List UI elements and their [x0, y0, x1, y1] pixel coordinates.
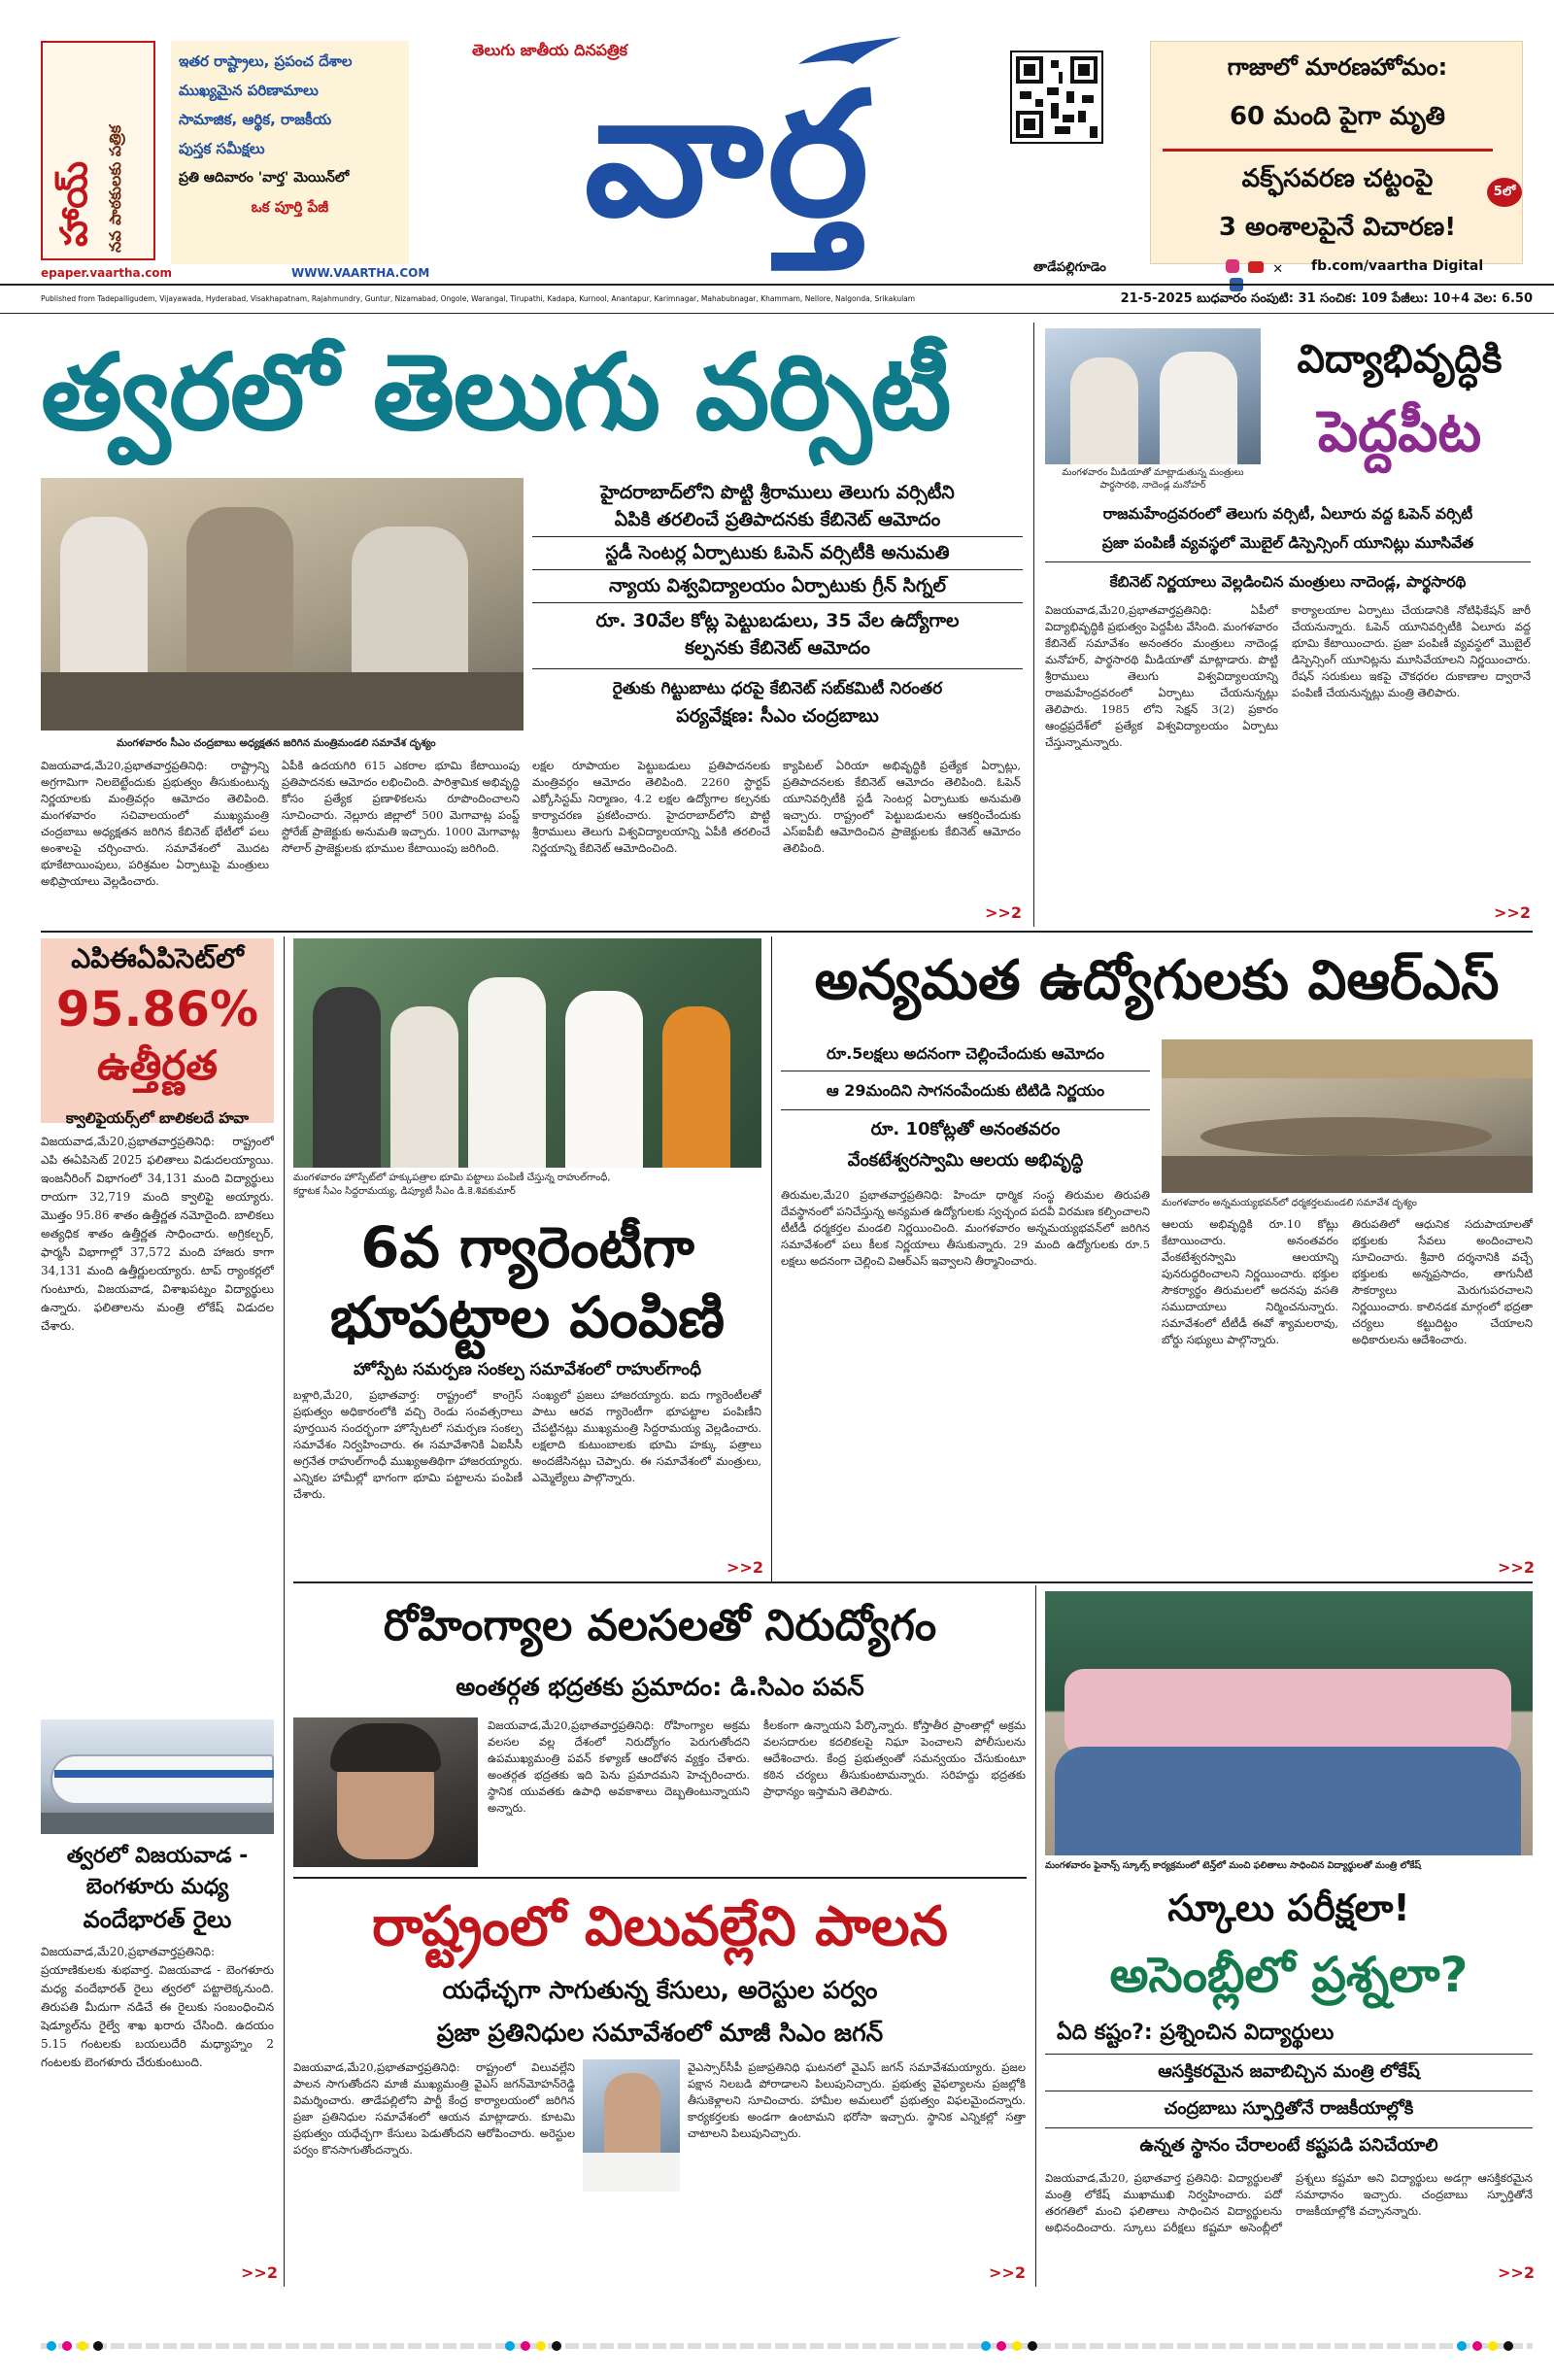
lokesh-subhead-line: ఉన్నత స్థానం చేరాలంటే కష్టపడి పనిచేయాలి — [1139, 2135, 1438, 2156]
promo-title: హాయ్‌ — [52, 160, 95, 247]
eapcet-pass[interactable]: ఉత్తీర్ణత — [97, 1041, 218, 1089]
promo-item: సామాజిక, ఆర్థిక, రాజకీయ — [179, 111, 332, 128]
right-body-col: విజయవాడ,మే20,ప్రభాతవార్తప్రతినిధి: ఏపీలో విద్యాభివృద్ధికి ప్రభుత్వం పెద్దపీట వేసింది. మంగళవారం కేబినెట్‌ సమావేశం అనంతరం మంత్రులు నాదెండ్ల మనోహర్‌, పార్థసారథి మీడియాతో మాట్లాడారు. పొట్టి శ్రీరాములు తెలుగు విశ్వవిద్యాలయాన్ని రాజమహేంద్రవరంలో ఏర్పాటు చేయనున్నట్లు తెలిపారు. 1985 లోని సెక్షన్‌ 3(2) ప్రకారం ఆంధ్రప్రదేశ్‌లో ప్రత్యేక విశ్వవిద్యాలయం ఏర్పాటు చేస్తున్నామన్నారు. — [1045, 603, 1278, 749]
haay-promo-box[interactable] — [41, 41, 155, 260]
anyamata-subhead: రూ.5లక్షలు అదనంగా చెల్లించేందుకు ఆమోదం — [827, 1044, 1104, 1063]
ear-line-4: 3 అంశాలపైనే విచారణ! — [1218, 213, 1457, 242]
lokesh-subhead-line: చంద్రబాబు స్ఫూర్తితోనే రాజకీయాల్లోకి — [1164, 2098, 1414, 2119]
jagan-subhead-2: ప్రజా ప్రతినిధుల సమావేశంలో మాజీ సిఎం జగన్‌ — [436, 2019, 884, 2047]
pawan-kalyan-photo[interactable] — [293, 1717, 478, 1867]
lead-subhead: పర్యవేక్షణ: సీఎం చంద్రబాబు — [676, 705, 879, 727]
train-headline-2[interactable]: బెంగళూరు మధ్య — [85, 1875, 229, 1899]
ministers-photo[interactable] — [1045, 328, 1261, 464]
cabinet-meeting-photo[interactable] — [41, 478, 524, 731]
anyamata-body-col: తిరుపతిలో ఆధునిక సదుపాయాలతో భక్తులకు సేవలు అందించాలని సూచించారు. శ్రీవారి దర్శనానికి వచ్చే భక్తులకు అన్నప్రసాదం, తాగునీటి సౌకర్యాలు మెరుగుపరచాలని నిర్ణయించారు. కాలినడక మార్గంలో భద్రతా చర్యలు కట్టుదిట్టం చేయాలని అధికారులను ఆదేశించారు. — [1352, 1217, 1533, 1346]
lokesh-photo-caption: మంగళవారం ఫైనాన్స్‌ స్కూల్స్‌ కార్యక్రమంలో టెన్త్‌లో మంచి ఫలితాలు సాధించిన విద్యార్థులతో మంత్రి లోకేష్‌ — [1045, 1860, 1422, 1871]
anyamata-subhead: ఆ 29మందిని సాగనంపేందుకు టిటిడి నిర్ణయం — [826, 1081, 1105, 1100]
lead-subhead: రూ. 30వేల కోట్ల పెట్టుబడులు, 35 వేల ఉద్యోగాల — [595, 610, 960, 631]
column-divider — [284, 936, 285, 2287]
vande-bharat-train-photo[interactable] — [41, 1719, 274, 1834]
lead-subhead: కల్పనకు కేబినెట్‌ ఆమోదం — [685, 637, 870, 659]
lokesh-subhead-line: ఆసక్తికరమైన జవాబిచ్చిన మంత్రి లోకేష్‌ — [1158, 2061, 1420, 2082]
masthead — [0, 0, 1554, 321]
tagline: తెలుగు జాతీయ దినపత్రిక — [472, 41, 627, 59]
vaartha-logo: వార్త — [584, 55, 873, 255]
section-rule — [41, 931, 1533, 933]
continued-marker[interactable]: >>2 — [989, 2263, 1026, 2282]
dateline: 21-5-2025 బుధవారం సంపుటి: 31 సంచిక: 109 పేజీలు: 10+4 వెల: 6.50 — [1120, 291, 1533, 306]
section-rule — [293, 1877, 1027, 1879]
column-divider — [1033, 323, 1034, 927]
lead-body-col: విజయవాడ,మే20,ప్రభాతవార్తప్రతినిధి: రాష్ట్రాన్ని అగ్రగామిగా నిలబెట్టేందుకు ప్రభుత్వం తీసుకుంటున్న నిర్ణయాలకు మంత్రివర్గం ఆమోదం తెలిపింది. మంగళవారం సచివాలయంలో ముఖ్యమంత్రి చంద్రబాబు అధ్యక్షతన జరిగిన కేబినెట్‌ భేటీలో పలు అంశాలపై చర్చించారు. సమావేశంలో మొదట భూకేటాయింపులు, పరిశ్రమల ఏర్పాటుపై మంత్రులు అభిప్రాయాలు వెల్లడించారు. — [41, 759, 269, 888]
jagan-photo[interactable] — [583, 2059, 680, 2192]
anyamata-body-col: తిరుమల,మే20 ప్రభాతవార్తప్రతినిధి: హిందూ ధార్మిక సంస్థ తిరుమల తిరుపతి దేవస్థానంలో పనిచేస్తున్న అన్యమత ఉద్యోగులకు స్వచ్ఛంద పదవీ విరమణ కల్పించాలని టీటీడీ ధర్మకర్తల మండలి నిర్ణయించింది. మంగళవారం అన్నమయ్యభవన్‌లో జరిగిన సమావేశంలో పలు కీలక నిర్ణయాలు తీసుకున్నారు. 29 మంది ఉద్యోగులకు రూ.5 లక్షలు అదనంగా చెల్లించి విఆర్‌ఎస్‌ ఇవ్వాలని తీర్మానించారు. — [781, 1188, 1150, 1268]
ear-line-3: వక్ఫ్‌సవరణ చట్టంపై — [1241, 164, 1434, 193]
eapcet-percent[interactable]: 95.86% — [55, 981, 259, 1037]
column-divider — [1035, 1585, 1036, 2287]
rahul-photo-caption: మంగళవారం హొస్పేట్‌లో హక్కుపత్రాల భూమి పట్టాలు పంపిణీ చేస్తున్న రాహుల్‌గాంధీ, — [293, 1173, 611, 1183]
lead-subhead: హైదరాబాద్‌లోని పొట్టి శ్రీరాములు తెలుగు వర్సిటీని — [600, 482, 955, 503]
eapcet-title[interactable]: ఎపిఈఏపిసెట్‌లో — [71, 942, 244, 974]
lead-photo-caption: మంగళవారం సీఎం చంద్రబాబు అధ్యక్షతన జరిగిన మంత్రిమండలి సమావేశ దృశ్యం — [117, 737, 436, 749]
lead-body-col: లక్షల రూపాయల పెట్టుబడులు ప్రతిపాదనలకు మంత్రివర్గం ఆమోదం తెలిపింది. 2260 స్టార్టప్‌ ఎక్కోసిస్టమ్‌ నిర్మాణం, 4.2 లక్షల ఉద్యోగాల కల్పనకు కార్యాచరణ ప్రకటించారు. హైదరాబాద్‌లోని పొట్టి శ్రీరాములు తెలుగు విశ్వవిద్యాలయాన్ని ఏపీకి తరలించే నిర్ణయాన్ని కేబినెట్‌ ఆమోదించింది. — [532, 759, 770, 855]
lokesh-headline-2[interactable]: అసెంబ్లీలో ప్రశ్నలా? — [1109, 1947, 1469, 2003]
ear-divider — [1163, 149, 1493, 152]
rahul-body-col: సంఖ్యలో ప్రజలు హాజరయ్యారు. ఐదు గ్యారెంటీలతో పాటు ఆరవ గ్యారెంటీగా భూపట్టాల పంపిణీని చేపట్టినట్లు ముఖ్యమంత్రి సిద్దరామయ్య వెల్లడించారు. లక్షలాది కుటుంబాలకు భూమి హక్కు పత్రాలు అందజేసినట్లు చెప్పారు. ఈ సమావేశంలో మంత్రులు, ఎమ్మెల్యేలు పాల్గొన్నారు. — [532, 1388, 761, 1484]
color-registration-strip — [0, 2331, 1554, 2361]
pawan-headline[interactable]: రోహింగ్యాల వలసలతో నిరుద్యోగం — [383, 1601, 937, 1650]
lead-subhead: రైతుకు గిట్టుబాటు ధరపై కేబినెట్‌ సబ్‌కమిటీ నిరంతర — [612, 679, 943, 698]
lead-subhead: స్టడీ సెంటర్ల ఏర్పాటుకు ఓపెన్‌ వర్సిటీకి అనుమతి — [605, 542, 950, 563]
lead-body-col: ఏపీకి ఉదయగిరి 615 ఎకరాల భూమి కేటాయింపు ప్రతిపాదనకు ఆమోదం లభించింది. పారిశ్రామిక అభివృద్ధి కోసం ప్రత్యేక ప్రణాళికలను రూపొందించాలని సూచించారు. నెల్లూరు జిల్లాలో 500 మెగావాట్ల పంప్డ్‌ స్టోరేజ్‌ ప్రాజెక్టుకు అనుమతి ఇచ్చారు. 1000 మెగావాట్ల సోలార్‌ ప్రాజెక్టులకు భూముల కేటాయింపు జరిగింది. — [282, 759, 520, 855]
instagram-icon[interactable] — [1226, 259, 1239, 273]
rahul-headline-1[interactable]: 6వ గ్యారెంటీగా — [360, 1214, 694, 1280]
continued-marker[interactable]: >>2 — [726, 1558, 763, 1577]
lead-subhead: న్యాయ విశ్వవిద్యాలయం ఏర్పాటుకు గ్రీన్‌ సిగ్నల్‌ — [609, 575, 946, 596]
pawan-body-col: విజయవాడ,మే20,ప్రభాతవార్తప్రతినిధి: రోహింగ్యాల అక్రమ వలసల వల్ల దేశంలో నిరుద్యోగం పెరుగుతోందని ఉపముఖ్యమంత్రి పవన్‌ కళ్యాణ్‌ ఆందోళన వ్యక్తం చేశారు. అంతర్గత భద్రతకు ఇది పెను ప్రమాదమని హెచ్చరించారు. స్థానిక యువతకు ఉపాధి అవకాశాలు దెబ్బతింటున్నాయని అన్నారు. — [488, 1718, 750, 1815]
right-subhead: కేబినెట్‌ నిర్ణయాలు వెల్లడించిన మంత్రులు నాదెండ్ల, పార్థసారథి — [1109, 573, 1467, 591]
right-headline-1[interactable]: విద్యాభివృద్ధికి — [1297, 337, 1503, 382]
ear-panel[interactable] — [1150, 41, 1523, 264]
rahul-body-col: బళ్లారి,మే20, ప్రభాతవార్త: రాష్ట్రంలో కాంగ్రెస్‌ ప్రభుత్వం అధికారంలోకి వచ్చి రెండు సంవత్సరాలు పూర్తయిన సందర్భంగా హొస్పేటలో సమర్పణ సంకల్ప సమావేశం నిర్వహించారు. ఈ సమావేశానికి ఏఐసీసీ అగ్రనేత రాహుల్‌గాంధీ ముఖ్యఅతిథిగా హాజరయ్యారు. ఎన్నికల హామీల్లో భాగంగా భూమి పట్టాలను పంపిణీ చేశారు. — [293, 1388, 523, 1501]
continued-marker[interactable]: >>2 — [241, 2263, 278, 2282]
youtube-icon[interactable] — [1248, 261, 1264, 273]
right-headline-2[interactable]: పెద్దపీట — [1317, 398, 1482, 464]
ttd-board-meeting-photo[interactable] — [1162, 1039, 1533, 1193]
continued-marker[interactable]: >>2 — [985, 903, 1022, 922]
rahul-photo-caption-2: కర్ణాటక సీఎం సిద్దరామయ్య, డిప్యూటీ సీఎం డి.కె.శివకుమార్‌ — [293, 1186, 516, 1197]
lokesh-headline-1[interactable]: స్కూలు పరీక్షలా! — [1167, 1887, 1410, 1929]
promo-item: పుస్తక సమీక్షలు — [179, 140, 265, 157]
ear-line-1: గాజాలో మారణహోమం: — [1227, 53, 1448, 81]
promo-item: ప్రతి ఆదివారం 'వార్త' మెయిన్‌లో — [179, 170, 350, 186]
social-handle[interactable]: fb.com/vaartha Digital — [1311, 258, 1484, 274]
jagan-headline[interactable]: రాష్ట్రంలో విలువల్లేని పాలన — [372, 1895, 948, 1958]
social-icons[interactable] — [1226, 258, 1303, 278]
published-from: Published from Tadepalligudem, Vijayawada, Hyderabad, Visakhapatnam, Rajahmundry, Guntur, Nizamabad, Ongole, Warangal, Tirupathi, Kadapa, Kurnool, Anantapur, Karimnagar, Mahabubnagar, Khammam, Nellore, Nalgonda, Srikakulam — [41, 294, 916, 303]
jagan-body-col: వైఎస్సార్‌సీపీ ప్రజాప్రతినిధి ఘటనలో వైఎస్‌ జగన్‌ సమావేశమయ్యారు. ప్రజల పక్షాన నిలబడి పోరాడాలని పిలుపునిచ్చారు. ప్రభుత్వ వైఫల్యాలను ప్రజల్లోకి తీసుకెళ్లాలని సూచించారు. హామీల అమలులో ప్రభుత్వం విఫలమైందన్నారు. కార్యకర్తలకు అండగా ఉంటామని భరోసా ఇచ్చారు. స్థానిక ఎన్నికల్లో సత్తా చాటాలని పిలుపునిచ్చారు. — [688, 2060, 1026, 2140]
page-ref-badge: 5లో — [1487, 178, 1522, 207]
right-body-col: కార్యాలయాల ఏర్పాటు చేయడానికి నోటిఫికేషన్‌ జారీ చేయనున్నారు. ఓపెన్‌ యూనివర్సిటీకి ఏలూరు వద్ద భూమి కేటాయించారు. ప్రజా పంపిణీ వ్యవస్థలో మొబైల్‌ డిస్పెన్సింగ్‌ యూనిట్లను మూసివేయాలని నిర్ణయించారు. రేషన్‌ సరుకులు ఇకపై చౌకధరల దుకాణాల ద్వారానే పంపిణీ చేయనున్నట్లు మంత్రి తెలిపారు. — [1292, 603, 1531, 699]
train-headline-1[interactable]: త్వరలో విజయవాడ - — [66, 1844, 249, 1868]
promo-item: ఇతర రాష్ట్రాలు, ప్రపంచ దేశాల — [179, 52, 353, 70]
qr-code-icon[interactable] — [1010, 51, 1103, 144]
train-headline-3[interactable]: వందేభారత్‌ రైలు — [83, 1906, 232, 1933]
anyamata-body-col: ఆలయ అభివృద్ధికి రూ.10 కోట్లు కేటాయించారు. అనంతవరం వేంకటేశ్వరస్వామి ఆలయాన్ని పునరుద్ధరించాలని నిర్ణయించారు. భక్తుల సౌకర్యార్థం తిరుమలలో అదనపు వసతి సముదాయాలు నిర్మించనున్నారు. సమావేశంలో టీటీడీ ఈవో శ్యామలరావు, బోర్డు సభ్యులు పాల్గొన్నారు. — [1162, 1217, 1338, 1346]
rahul-subhead: హోస్పేట సమర్పణ సంకల్ప సమావేశంలో రాహుల్‌గాంధీ — [354, 1360, 701, 1379]
promo-list — [171, 41, 409, 264]
anyamata-subhead: రూ. 10కోట్లతో అనంతవరం — [870, 1119, 1061, 1139]
lead-headline[interactable]: త్వరలో తెలుగు వర్సిటీ — [41, 332, 951, 454]
promo-item: ఒక పూర్తి పేజీ — [251, 198, 329, 216]
column-divider — [771, 936, 772, 1581]
ear-line-2: 60 మంది పైగా మృతి — [1229, 102, 1446, 131]
jagan-subhead-1: యధేచ్ఛగా సాగుతున్న కేసులు, అరెస్టుల పర్వం — [442, 1976, 878, 2004]
lokesh-students-photo[interactable] — [1045, 1591, 1533, 1855]
rahul-headline-2[interactable]: భూపట్టాల పంపిణి — [329, 1284, 726, 1350]
website-url[interactable]: WWW.VAARTHA.COM — [291, 266, 430, 280]
right-subhead: ప్రజా పంపిణీ వ్యవస్థలో మొబైల్‌ డిస్పెన్సింగ్‌ యూనిట్లు మూసివేత — [1101, 534, 1474, 552]
anyamata-subhead: వేంకటేశ్వరస్వామి ఆలయ అభివృద్ధి — [847, 1150, 1084, 1171]
lokesh-body: విజయవాడ,మే20, ప్రభాతవార్త ప్రతినిధి: విద్యార్థులతో మంత్రి లోకేష్‌ ముఖాముఖి నిర్వహించారు. పదో తరగతిలో మంచి ఫలితాలు సాధించిన విద్యార్థులను అభినందించారు. స్కూలు పరీక్షలు కష్టమా అసెంబ్లీలో ప్రశ్నలు కష్టమా అని విద్యార్థులు అడగ్గా ఆసక్తికరమైన సమాధానం ఇచ్చారు. చంద్రబాబు స్ఫూర్తితోనే రాజకీయాల్లోకి వచ్చానన్నారు. — [1045, 2171, 1533, 2234]
x-icon[interactable]: ✕ — [1272, 262, 1284, 277]
masthead-rule-bottom — [0, 313, 1554, 314]
continued-marker[interactable]: >>2 — [1498, 2263, 1535, 2282]
continued-marker[interactable]: >>2 — [1494, 903, 1531, 922]
right-subhead: రాజమహేంద్రవరంలో తెలుగు వర్సిటీ, ఏలూరు వద్ద ఓపెన్‌ వర్సిటీ — [1102, 505, 1473, 523]
pawan-subhead: అంతర్గత భద్రతకు ప్రమాదం: డి.సిఎం పవన్‌ — [456, 1673, 864, 1701]
rahul-gandhi-event-photo[interactable] — [293, 938, 761, 1168]
lead-body-col: క్యాపిటల్‌ ఏరియా అభివృద్ధికి ప్రత్యేక ఏర్పాట్లు, ప్రతిపాదనలకు కేబినెట్‌ ఆమోదం తెలిపింది. ఓపెన్‌ యూనివర్సిటీకి స్టడీ సెంటర్ల ఏర్పాటుకు అనుమతి ఇచ్చారు. రాష్ట్రంలో పెట్టుబడులను ఆకర్షించేందుకు ఎస్‌ఐపీబీ ఆమోదించిన ప్రాజెక్టులకు కేబినెట్‌ ఆమోదం తెలిపింది. — [783, 759, 1021, 855]
jagan-body-col: విజయవాడ,మే20,ప్రభాతవార్తప్రతినిధి: రాష్ట్రంలో విలువల్లేని పాలన సాగుతోందని మాజీ ముఖ్యమంత్రి వైఎస్‌ జగన్‌మోహన్‌రెడ్డి విమర్శించారు. తాడేపల్లిలోని పార్టీ కేంద్ర కార్యాలయంలో జరిగిన ప్రజా ప్రతినిధుల సమావేశంలో ఆయన మాట్లాడారు. కూటమి ప్రభుత్వం యధేచ్ఛగా కేసులు పెడుతోందని ఆరోపించారు. అరెస్టుల పర్వం కొనసాగుతోందన్నారు. — [293, 2060, 575, 2157]
promo-item: ముఖ్యమైన పరిణామాలు — [179, 82, 319, 99]
lead-subheads — [532, 480, 1023, 752]
section-rule — [293, 1581, 1533, 1583]
place-name: తాడేపల్లిగూడెం — [1033, 260, 1106, 275]
train-body: విజయవాడ,మే20,ప్రభాతవార్తప్రతినిధి: ప్రయాణికులకు శుభవార్త. విజయవాడ - బెంగళూరు మధ్య వందేభారత్‌ రైలు త్వరలో పట్టాలెక్కనుంది. తిరుపతి మీదుగా నడిచే ఈ రైలుకు సంబంధించిన షెడ్యూల్‌ను రైల్వే శాఖ ఖరారు చేసింది. ఉదయం 5.15 గంటలకు బయలుదేరి మధ్యాహ్నం 2 గంటలకు బెంగళూరు చేరుకుంటుంది. — [41, 1945, 274, 2069]
masthead-rule-top — [0, 284, 1554, 286]
lokesh-subhead: ఏది కష్టం?: ప్రశ్నించిన విద్యార్థులు — [1057, 2021, 1334, 2045]
ministers-photo-caption: మంగళవారం మీడియాతో మాట్లాడుతున్న మంత్రులు పార్థసారథి, నాదెండ్ల మనోహర్‌ — [1062, 467, 1244, 491]
lead-subhead: ఏపికి తరలించే ప్రతిపాదనకు కేబినెట్‌ ఆమోదం — [614, 509, 941, 530]
eapcet-body: విజయవాడ,మే20,ప్రభాతవార్తప్రతినిధి: రాష్ట్రంలో ఎపి ఈఏపిసెట్‌ 2025 ఫలితాలు విడుదలయ్యాయి. ఇంజనీరింగ్‌ విభాగంలో 34,131 మంది విద్యార్థులు రాయగా 32,719 మంది క్వాలిఫై అయ్యారు. మొత్తం 95.86 శాతం ఉత్తీర్ణత నమోదైంది. బాలికలు అత్యధిక శాతం ఉత్తీర్ణత సాధించారు. అగ్రికల్చర్‌, ఫార్మసీ విభాగాల్లో 37,572 మంది హాజరు కాగా 34,131 మంది ఉత్తీర్ణులయ్యారు. టాప్‌ ర్యాంకర్లలో గుంటూరు, విజయవాడ, విశాఖపట్నం విద్యార్థులు ఉన్నారు. ఫలితాలను మంత్రి లోకేష్‌ విడుదల చేశారు. — [41, 1135, 274, 1333]
continued-marker[interactable]: >>2 — [1498, 1558, 1535, 1577]
anyamata-headline[interactable]: అన్యమత ఉద్యోగులకు విఆర్‌ఎస్‌ — [814, 949, 1500, 1012]
promo-subtitle: నవ పాఠకులకు పత్రిక — [106, 124, 124, 253]
eapcet-subhead: క్వాలిఫైయర్స్‌లో బాలికలదే హవా — [65, 1109, 250, 1127]
epaper-url[interactable]: epaper.vaartha.com — [41, 266, 173, 280]
ttd-photo-caption: మంగళవారం అన్నమయ్యభవన్‌లో ధర్మకర్తలమండలి సమావేశ దృశ్యం — [1162, 1198, 1417, 1208]
pawan-body-col: కీలకంగా ఉన్నాయని పేర్కొన్నారు. కోస్తాతీర ప్రాంతాల్లో అక్రమ వలసదారుల కదలికలపై నిఘా పెంచాలని పోలీసులను ఆదేశించారు. కేంద్ర ప్రభుత్వంతో సమన్వయం చేసుకుంటూ కఠిన చర్యలు తీసుకుంటామన్నారు. సరిహద్దు భద్రతకు ప్రాధాన్యం ఇస్తామని తెలిపారు. — [763, 1718, 1026, 1798]
